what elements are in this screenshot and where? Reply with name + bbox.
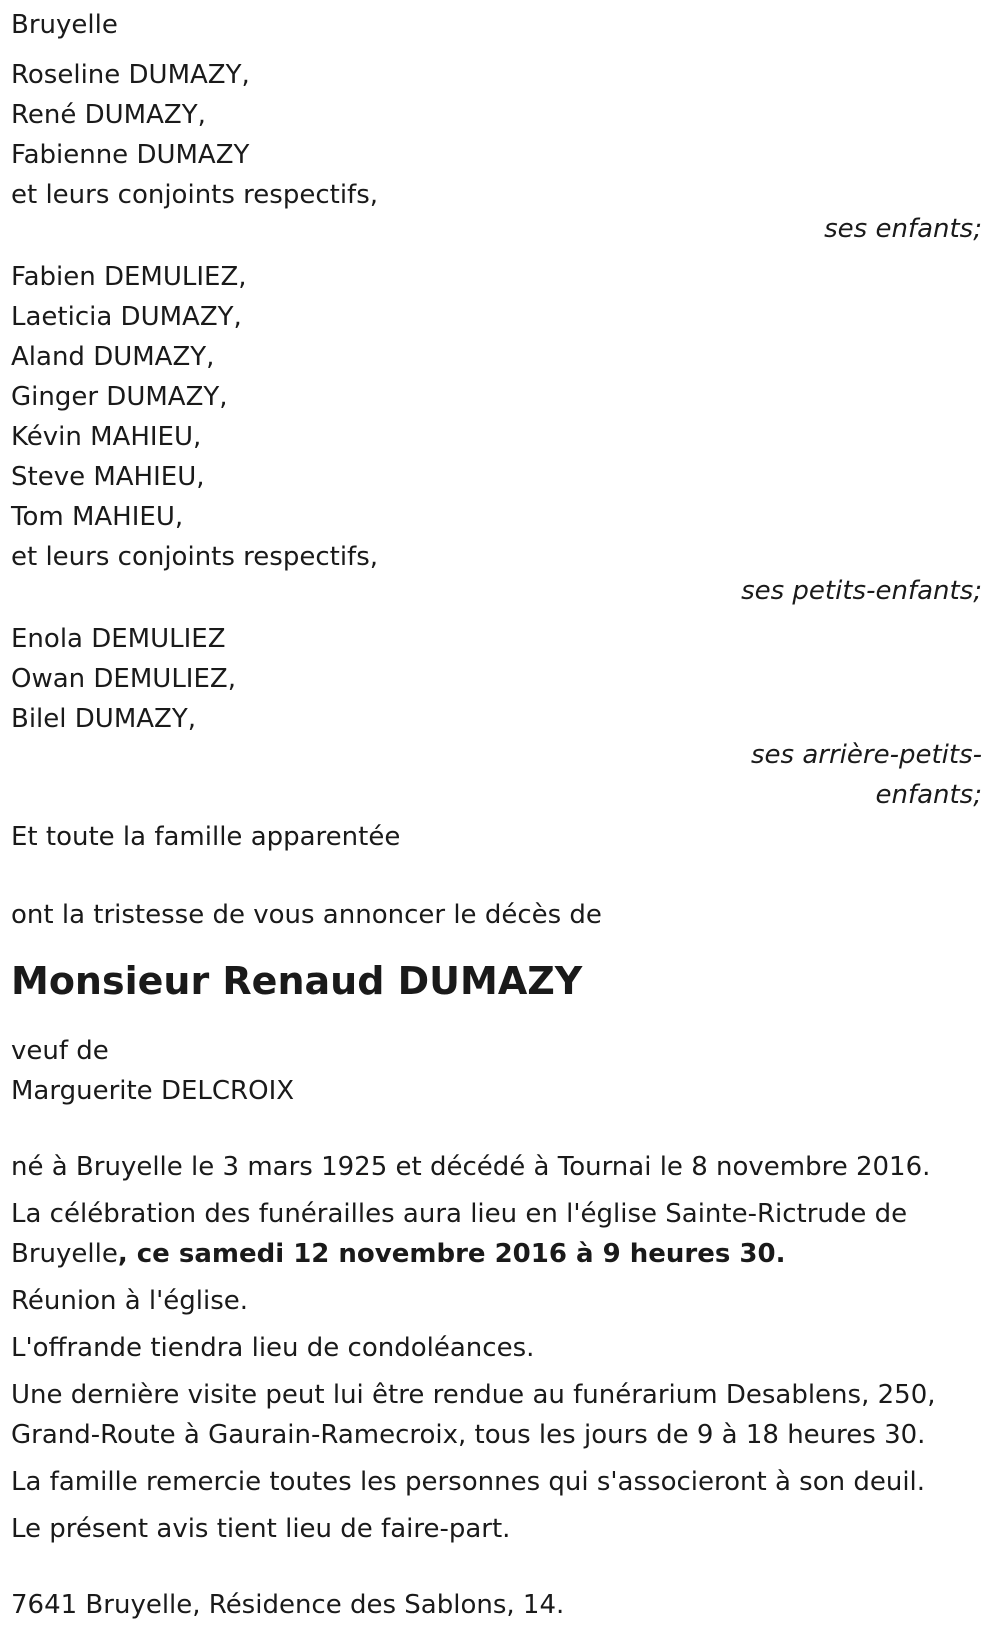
- announcement: ont la tristesse de vous annoncer le décès de: [11, 900, 602, 930]
- grandchild-name: Laeticia DUMAZY,: [11, 302, 242, 332]
- address: 7641 Bruyelle, Résidence des Sablons, 14.: [11, 1590, 565, 1620]
- great-grandchildren-role-line1: ses arrière-petits-: [751, 740, 982, 770]
- grandchild-name: Fabien DEMULIEZ,: [11, 262, 247, 292]
- great-grandchild-name: Owan DEMULIEZ,: [11, 664, 236, 694]
- grandchild-spouses: et leurs conjoints respectifs,: [11, 542, 379, 572]
- great-grandchild-name: Bilel DUMAZY,: [11, 704, 196, 734]
- birth-death-info: né à Bruyelle le 3 mars 1925 et décédé à Tournai le 8 novembre 2016.: [11, 1152, 931, 1182]
- child-name: René DUMAZY,: [11, 100, 206, 130]
- grandchildren-group: [11, 257, 984, 611]
- grandchild-name: Aland DUMAZY,: [11, 342, 215, 372]
- deceased-name: Monsieur Renaud DUMAZY: [11, 959, 583, 1003]
- ceremony-text: La célébration des funérailles aura lieu en l'église Sainte-Rictrude de Bruyelle: [11, 1199, 908, 1269]
- children-role: ses enfants;: [824, 214, 982, 244]
- great-grandchildren-role-line2: enfants;: [875, 780, 982, 810]
- grandchild-name: Kévin MAHIEU,: [11, 422, 202, 452]
- child-spouses: et leurs conjoints respectifs,: [11, 180, 379, 210]
- grandchild-name: Steve MAHIEU,: [11, 462, 205, 492]
- thanks-info: La famille remercie toutes les personnes qui s'associeront à son deuil.: [11, 1467, 926, 1497]
- spouse-name: Marguerite DELCROIX: [11, 1076, 295, 1106]
- grandchildren-role: ses petits-enfants;: [741, 576, 982, 606]
- grandchild-name: Ginger DUMAZY,: [11, 382, 228, 412]
- great-grandchildren-group: [11, 619, 984, 815]
- meeting-info: Réunion à l'église.: [11, 1286, 249, 1316]
- notice-info: Le présent avis tient lieu de faire-part.: [11, 1514, 511, 1544]
- ceremony-date-time: , ce samedi 12 novembre 2016 à 9 heures 30.: [117, 1239, 786, 1269]
- city-header: Bruyelle: [11, 10, 118, 40]
- grandchild-name: Tom MAHIEU,: [11, 502, 184, 532]
- family-line: Et toute la famille apparentée: [11, 822, 401, 852]
- widower-label: veuf de: [11, 1036, 109, 1066]
- children-group: [11, 55, 984, 249]
- visit-info: Une dernière visite peut lui être rendue au funérarium Desablens, 250, Grand-Route à Gaurain-Ramecroix, tous les jours de 9 à 18 heures 30.: [11, 1380, 936, 1450]
- ceremony-info: [11, 1194, 984, 1274]
- child-name: Fabienne DUMAZY: [11, 140, 250, 170]
- child-name: Roseline DUMAZY,: [11, 60, 250, 90]
- great-grandchild-name: Enola DEMULIEZ: [11, 624, 226, 654]
- offering-info: L'offrande tiendra lieu de condoléances.: [11, 1333, 535, 1363]
